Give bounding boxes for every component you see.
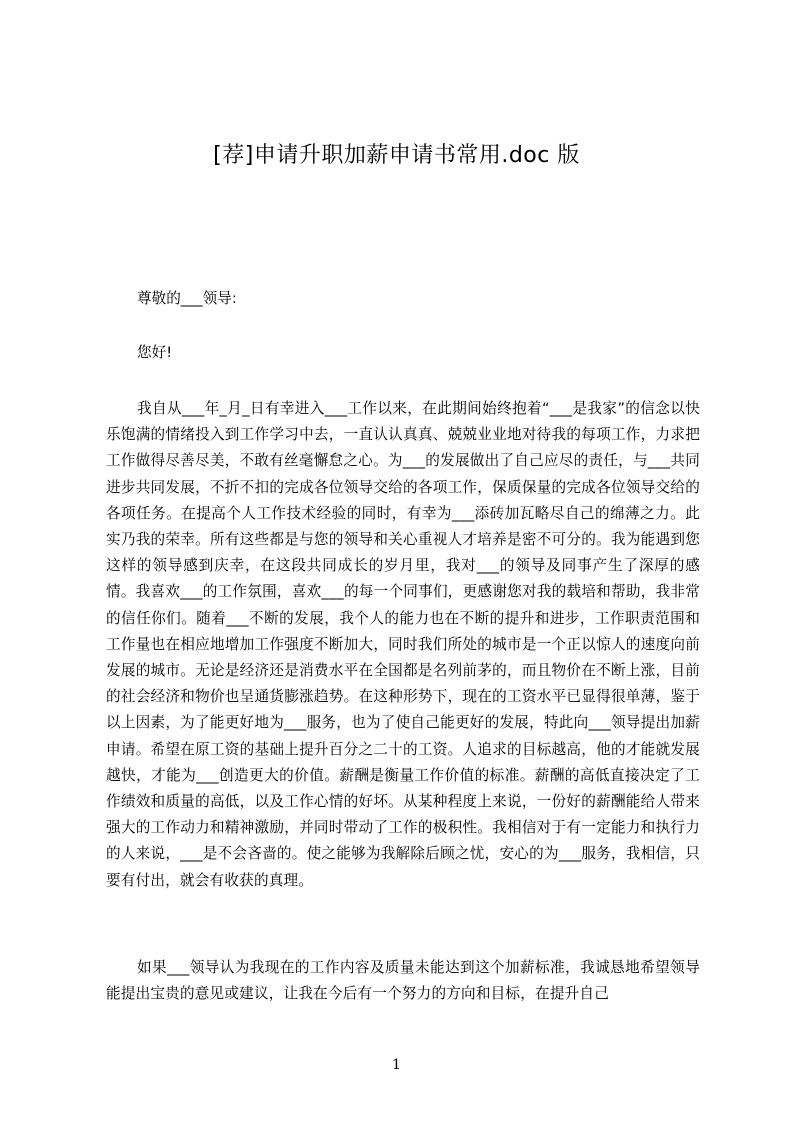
page-number: 1 — [392, 1057, 401, 1073]
body-paragraph-2: 如果___领导认为我现在的工作内容及质量未能达到这个加薪标准，我诚恳地希望领导能提出宝贵的意见或建议，让我在今后有一个努力的方向和目标，在提升自己 — [106, 959, 700, 1003]
body-paragraph-1: 我自从___年_月_日有幸进入___工作以来，在此期间始终抱着“___是我家”的信念以快乐饱满的情绪投入到工作学习中去，一直认认真真、兢兢业业地对待我的每项工作，力求把工作做得尽善尽美，不敢有丝毫懈怠之心。为___的发展做出了自己应尽的责任，与___共同进步共同发展，不折不扣的完成各位领导交给的各项工作，保质保量的完成各位领导交给的各项任务。在提高个人工作技术经验的同时，有幸为___添砖加瓦略尽自己的绵薄之力。此实乃我的荣幸。所有这些都是与您的领导和关心重视人才培养是密不可分的。我为能遇到您这样的领导感到庆幸，在这段共同成长的岁月里，我对___的领导及同事产生了深厚的感情。我喜欢___的工作氛围，喜欢___的每一个同事们，更感谢您对我的载培和帮助，我非常的信任你们。随着___不断的发展，我个人的能力也在不断的提升和进步，工作职责范围和工作量也在相应地增加工作强度不断加大，同时我们所处的城市是一个正以惊人的速度向前发展的城市。无论是经济还是消费水平在全国都是名列前茅的，而且物价在不断上涨，目前的社会经济和物价也呈通货膨涨趋势。在这种形势下，现在的工资水平已显得很单薄，鉴于以上因素，为了能更好地为___服务，也为了使自己能更好的发展，特此向___领导提出加薪申请。希望在原工资的基础上提升百分之二十的工资。人追求的目标越高，他的才能就发展越快，才能为___创造更大的价值。薪酬是衡量工作价值的标准。薪酬的高低直接决定了工作绩效和质量的高低，以及工作心情的好坏。从某种程度上来说，一份好的薪酬能给人带来强大的工作动力和精神激励，并同时带动了工作的极积性。我相信对于有一定能力和执行力的人来说，___是不会吝啬的。使之能够为我解除后顾之忧，安心的为___服务，我相信，只要有付出，就会有收获的真理。 — [106, 400, 700, 889]
greeting: 您好! — [137, 344, 173, 361]
document-title: [荐]申请升职加薪申请书常用.doc 版 — [213, 143, 580, 168]
salutation: 尊敬的___领导: — [137, 290, 237, 307]
